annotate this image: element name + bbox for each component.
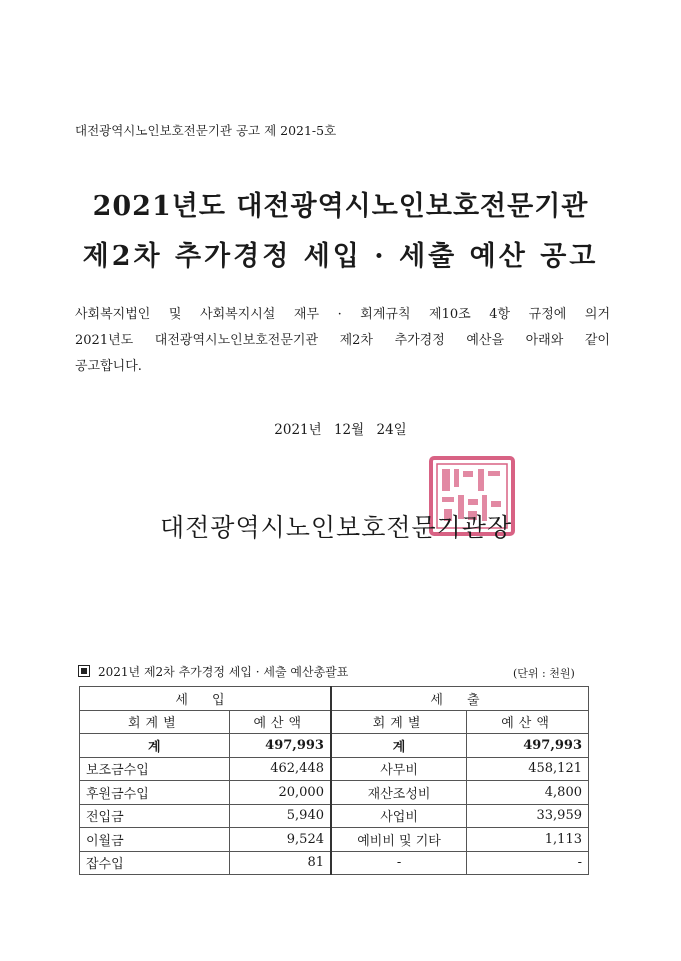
revenue-account: 보조금수입 — [80, 757, 230, 781]
revenue-amount: 462,448 — [229, 757, 331, 781]
table-header-row — [80, 687, 589, 711]
revenue-account-header: 회계별 — [80, 710, 230, 734]
table-row — [80, 804, 589, 828]
budget-summary-table — [79, 686, 589, 875]
expense-amount: 1,113 — [467, 828, 589, 852]
expense-total-label: 계 — [331, 734, 467, 758]
expense-amount: - — [467, 851, 589, 875]
square-bullet-icon — [78, 665, 90, 677]
body-line: 공고합니다. — [75, 359, 142, 374]
revenue-account: 후원금수입 — [80, 781, 230, 805]
expense-amount-header: 예산액 — [467, 710, 589, 734]
revenue-total-amount: 497,993 — [229, 734, 331, 758]
body-line: 사회복지법인 및 사회복지시설 재무 · 회계규칙 제10조 4항 규정에 의거 — [75, 307, 610, 322]
expense-account: - — [331, 851, 467, 875]
expense-account: 재산조성비 — [331, 781, 467, 805]
expense-header: 세 출 — [331, 687, 589, 711]
agency-director: 대전광역시노인보호전문기관장 — [160, 513, 513, 542]
table-caption-text: 2021년 제2차 추가경정 세입 · 세출 예산총괄표 — [98, 665, 349, 679]
revenue-account: 이월금 — [80, 828, 230, 852]
expense-amount: 33,959 — [467, 804, 589, 828]
revenue-amount: 81 — [229, 851, 331, 875]
notice-body — [75, 302, 610, 380]
expense-account-header: 회계별 — [331, 710, 467, 734]
table-caption — [78, 663, 348, 680]
table-subheader-row — [80, 710, 589, 734]
table-row — [80, 828, 589, 852]
expense-amount: 458,121 — [467, 757, 589, 781]
notice-number: 대전광역시노인보호전문기관 공고 제 2021-5호 — [75, 123, 337, 138]
expense-amount: 4,800 — [467, 781, 589, 805]
table-row — [80, 757, 589, 781]
revenue-amount-header: 예산액 — [229, 710, 331, 734]
title-line-1: 2021년도 대전광역시노인보호전문기관 — [92, 191, 589, 222]
table-total-row — [80, 734, 589, 758]
revenue-account: 잡수입 — [80, 851, 230, 875]
revenue-amount: 20,000 — [229, 781, 331, 805]
expense-total-amount: 497,993 — [467, 734, 589, 758]
revenue-header: 세 입 — [80, 687, 331, 711]
expense-account: 사무비 — [331, 757, 467, 781]
revenue-account: 전입금 — [80, 804, 230, 828]
revenue-total-label: 계 — [80, 734, 230, 758]
body-line: 2021년도 대전광역시노인보호전문기관 제2차 추가경정 예산을 아래와 같이 — [75, 333, 610, 348]
expense-account: 사업비 — [331, 804, 467, 828]
revenue-amount: 9,524 — [229, 828, 331, 852]
table-row — [80, 851, 589, 875]
expense-account: 예비비 및 기타 — [331, 828, 467, 852]
unit-label: (단위 : 천원) — [513, 667, 575, 680]
revenue-amount: 5,940 — [229, 804, 331, 828]
table-row — [80, 781, 589, 805]
title-line-2: 제2차 추가경정 세입 · 세출 예산 공고 — [82, 241, 599, 272]
notice-date: 2021년 12월 24일 — [274, 422, 407, 438]
